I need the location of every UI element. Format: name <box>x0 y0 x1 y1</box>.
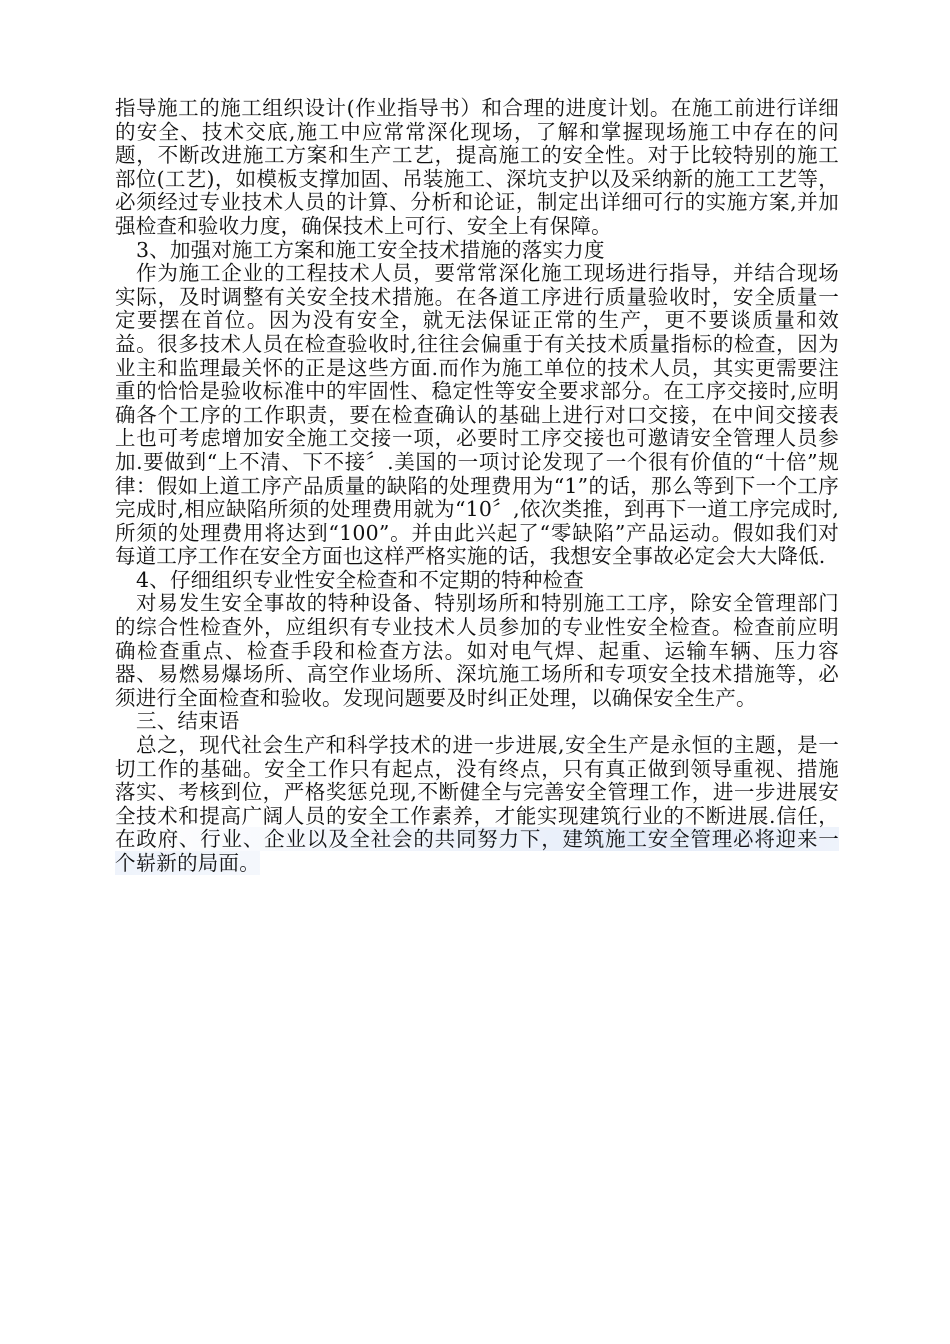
paragraph-section-3: 作为施工企业的工程技术人员，要常常深化施工现场进行指导，并结合现场实际，及时调整有关安全技术措施。在各道工序进行质量验收时，安全质量一定要摆在首位。因为没有安全，就无法保证正常的生产，更不要谈质量和效益。很多技术人员在检查验收时,往往会偏重于有关技术质量指标的检查，因为业主和监理最关怀的正是这些方面.而作为施工单位的技术人员，其实更需要注重的恰恰是验收标准中的牢固性、稳定性等安全要求部分。在工序交接时,应明确各个工序的工作职责，要在检查确认的基础上进行对口交接，在中间交接表上也可考虑增加安全施工交接一项，必要时工序交接也可邀请安全管理人员参加.要做到“上不清、下不接〞.美国的一项讨论发现了一个很有价值的“十倍”规律：假如上道工序产品质量的缺陷的处理费用为“1”的话，那么等到下一个工序完成时,相应缺陷所须的处理费用就为“10〞,依次类推，到再下一道工序完成时,所须的处理费用将达到“100”。并由此兴起了“零缺陷”产品运动。假如我们对每道工序工作在安全方面也这样严格实施的话，我想安全事故必定会大大降低. <box>115 261 839 569</box>
section-heading-3: 3、加强对施工方案和施工安全技术措施的落实力度 <box>136 237 605 262</box>
section-heading-conclusion: 三、结束语 <box>136 709 240 734</box>
section-heading-4: 4、仔细组织专业性安全检查和不定期的特种检查 <box>136 567 584 592</box>
paragraph-intro-continuation: 指导施工的施工组织设计(作业指导书）和合理的进度计划。在施工前进行详细的安全、技术交底,施工中应常常深化现场，了解和掌握现场施工中存在的问题，不断改进施工方案和生产工艺，提高施工的安全性。对于比较特别的施工部位(工艺)，如模板支撑加固、吊装施工、深坑支护以及采纳新的施工工艺等，必须经过专业技术人员的计算、分析和论证，制定出详细可行的实施方案,并加强检查和验收力度，确保技术上可行、安全上有保障。 <box>115 96 839 238</box>
paragraph-conclusion-head: 总之，现代社会生产和科学技术的进一步进展,安全生产是永恒的主题，是一切工作的基础。安全工作只有起点，没有终点，只有真正做到领导重视、措施落实、考核到位，严格奖惩兑现,不断健全与完善安全管理工作，进一步进展安全技术和提高广阔人员的安全工作素养，才能实现建筑行业的不断进展.信任， <box>115 733 839 828</box>
paragraph-section-4: 对易发生安全事故的特种设备、特别场所和特别施工工序，除安全管理部门的综合性检查外，应组织有专业技术人员参加的专业性安全检查。检查前应明确检查重点、检查手段和检查方法。如对电气焊、起重、运输车辆、压力容器、易燃易爆场所、高空作业场所、深坑施工场所和专项安全技术措施等，必须进行全面检查和验收。发现问题要及时纠正处理，以确保安全生产。 <box>115 591 839 710</box>
paragraph-conclusion-selected-text: 在政府、行业、企业以及全社会的共同努力下，建筑施工安全管理必将迎来一个崭新的局面。 <box>115 827 839 875</box>
paragraph-conclusion <box>115 734 839 876</box>
document-body <box>115 97 839 876</box>
